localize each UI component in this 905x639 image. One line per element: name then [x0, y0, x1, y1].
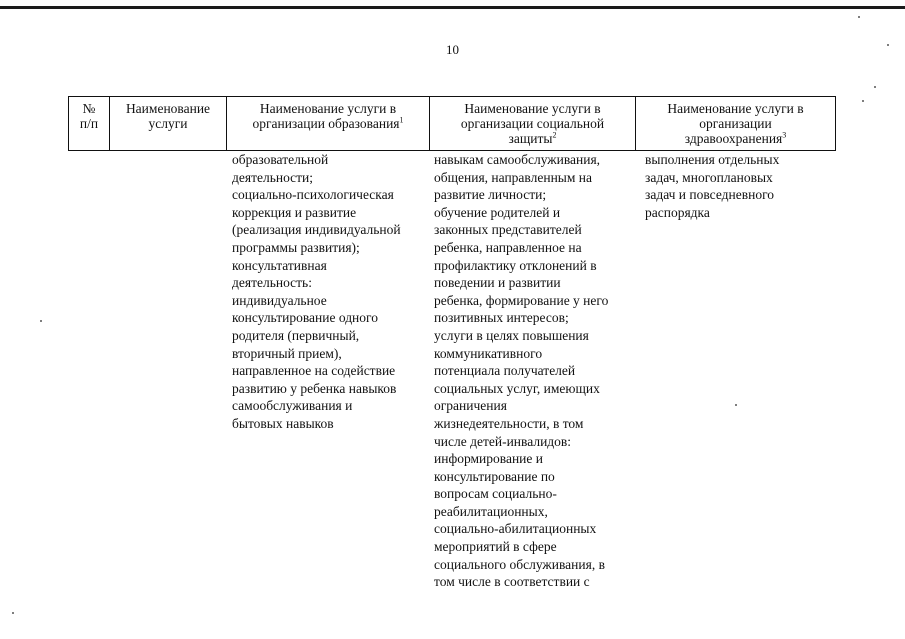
header-service-name: Наименование услуги — [109, 96, 226, 151]
page-number: 10 — [446, 42, 459, 57]
scan-speck — [12, 612, 14, 614]
scan-speck — [874, 86, 876, 88]
cell-education-services: образовательной деятельности; социально-психологическая коррекция и развитие (реализация индивидуальной программы развития); консультативная деятельность: индивидуальное консультирование одного родителя (первичный, вторичный прием), направленное на содействие развитию у ребенка навыков самообслуживания и бытовых навыков — [232, 152, 401, 431]
footnote-mark: 2 — [552, 130, 557, 140]
scan-speck — [858, 16, 860, 18]
header-social-protection: Наименование услуги в организации социальной защиты$^2$ — [429, 96, 635, 151]
top-border-line — [0, 6, 905, 9]
scan-speck — [40, 320, 42, 322]
header-number: № п/п — [68, 96, 109, 151]
footnote-mark: 3 — [782, 130, 787, 140]
header-education: Наименование услуги в организации образования$^1$ — [226, 96, 429, 151]
scan-speck — [862, 100, 864, 102]
cell-healthcare-services: выполнения отдельных задач, многоплановых задач и повседневного распорядка — [645, 152, 780, 220]
scan-speck — [735, 404, 737, 406]
cell-social-services: навыкам самообслуживания, общения, направленным на развитие личности; обучение родителей и законных представителей ребенка, направленное на профилактику отклонений в поведении и развитии ребенка, формирование у него позитивных интересов; услуги в целях повышения коммуникативного потенциала получателей социальных услуг, имеющих ограничения жизнедеятельности, в том числе детей-инвалидов: информирование и консультирование по вопросам социально- реабилитационных, социально-абилитационных мероприятий в сфере социального обслуживания, в том числе в соответствии с — [434, 152, 609, 590]
footnote-mark: 1 — [399, 115, 404, 125]
scan-speck — [887, 44, 889, 46]
header-healthcare: Наименование услуги в организации здравоохранения$^3$ — [635, 96, 836, 151]
